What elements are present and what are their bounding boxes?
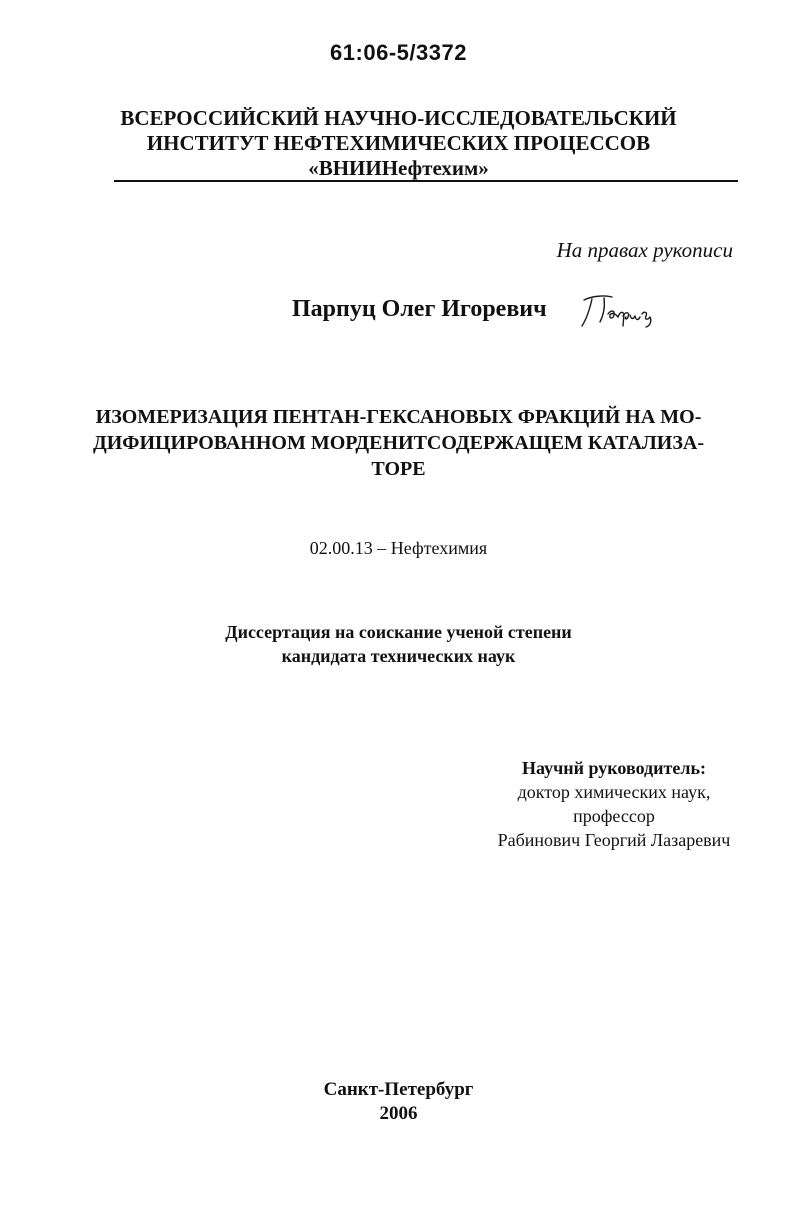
degree-line: кандидата технических наук	[281, 646, 516, 666]
place-and-year	[0, 1078, 797, 1126]
institute-line: «ВНИИНефтехим»	[308, 156, 489, 180]
institute-line: ИНСТИТУТ НЕФТЕХИМИЧЕСКИХ ПРОЦЕССОВ	[146, 131, 651, 155]
author-name: Парпуц Олег Игоревич	[292, 296, 547, 322]
supervisor-degree: доктор химических наук,	[517, 782, 711, 802]
title-line: ДИФИЦИРОВАННОМ МОРДЕНИТСОДЕРЖАЩЕМ КАТАЛИЗА-	[92, 432, 705, 454]
title-line: ТОРЕ	[371, 458, 426, 480]
archive-code: 61:06-5/3372	[330, 40, 467, 65]
degree-statement	[0, 620, 797, 668]
supervisor-block	[480, 756, 748, 852]
dissertation-title	[0, 404, 797, 482]
title-line: ИЗОМЕРИЗАЦИЯ ПЕНТАН-ГЕКСАНОВЫХ ФРАКЦИЙ НА МО-	[95, 406, 702, 428]
institute-line: ВСЕРОССИЙСКИЙ НАУЧНО-ИССЛЕДОВАТЕЛЬСКИЙ	[120, 106, 677, 130]
institute-name	[0, 106, 797, 181]
manuscript-note: На правах рукописи	[556, 238, 733, 262]
city: Санкт-Петербург	[323, 1079, 474, 1100]
specialty-code: 02.00.13 – Нефтехимия	[309, 538, 488, 558]
supervisor-title: профессор	[573, 806, 655, 826]
year: 2006	[379, 1103, 418, 1124]
supervisor-heading: Научнй руководитель:	[522, 758, 706, 778]
handwritten-signature	[578, 290, 662, 334]
header-divider	[114, 180, 738, 182]
supervisor-name: Рабинович Георгий Лазаревич	[497, 830, 731, 850]
degree-line: Диссертация на соискание ученой степени	[225, 622, 572, 642]
